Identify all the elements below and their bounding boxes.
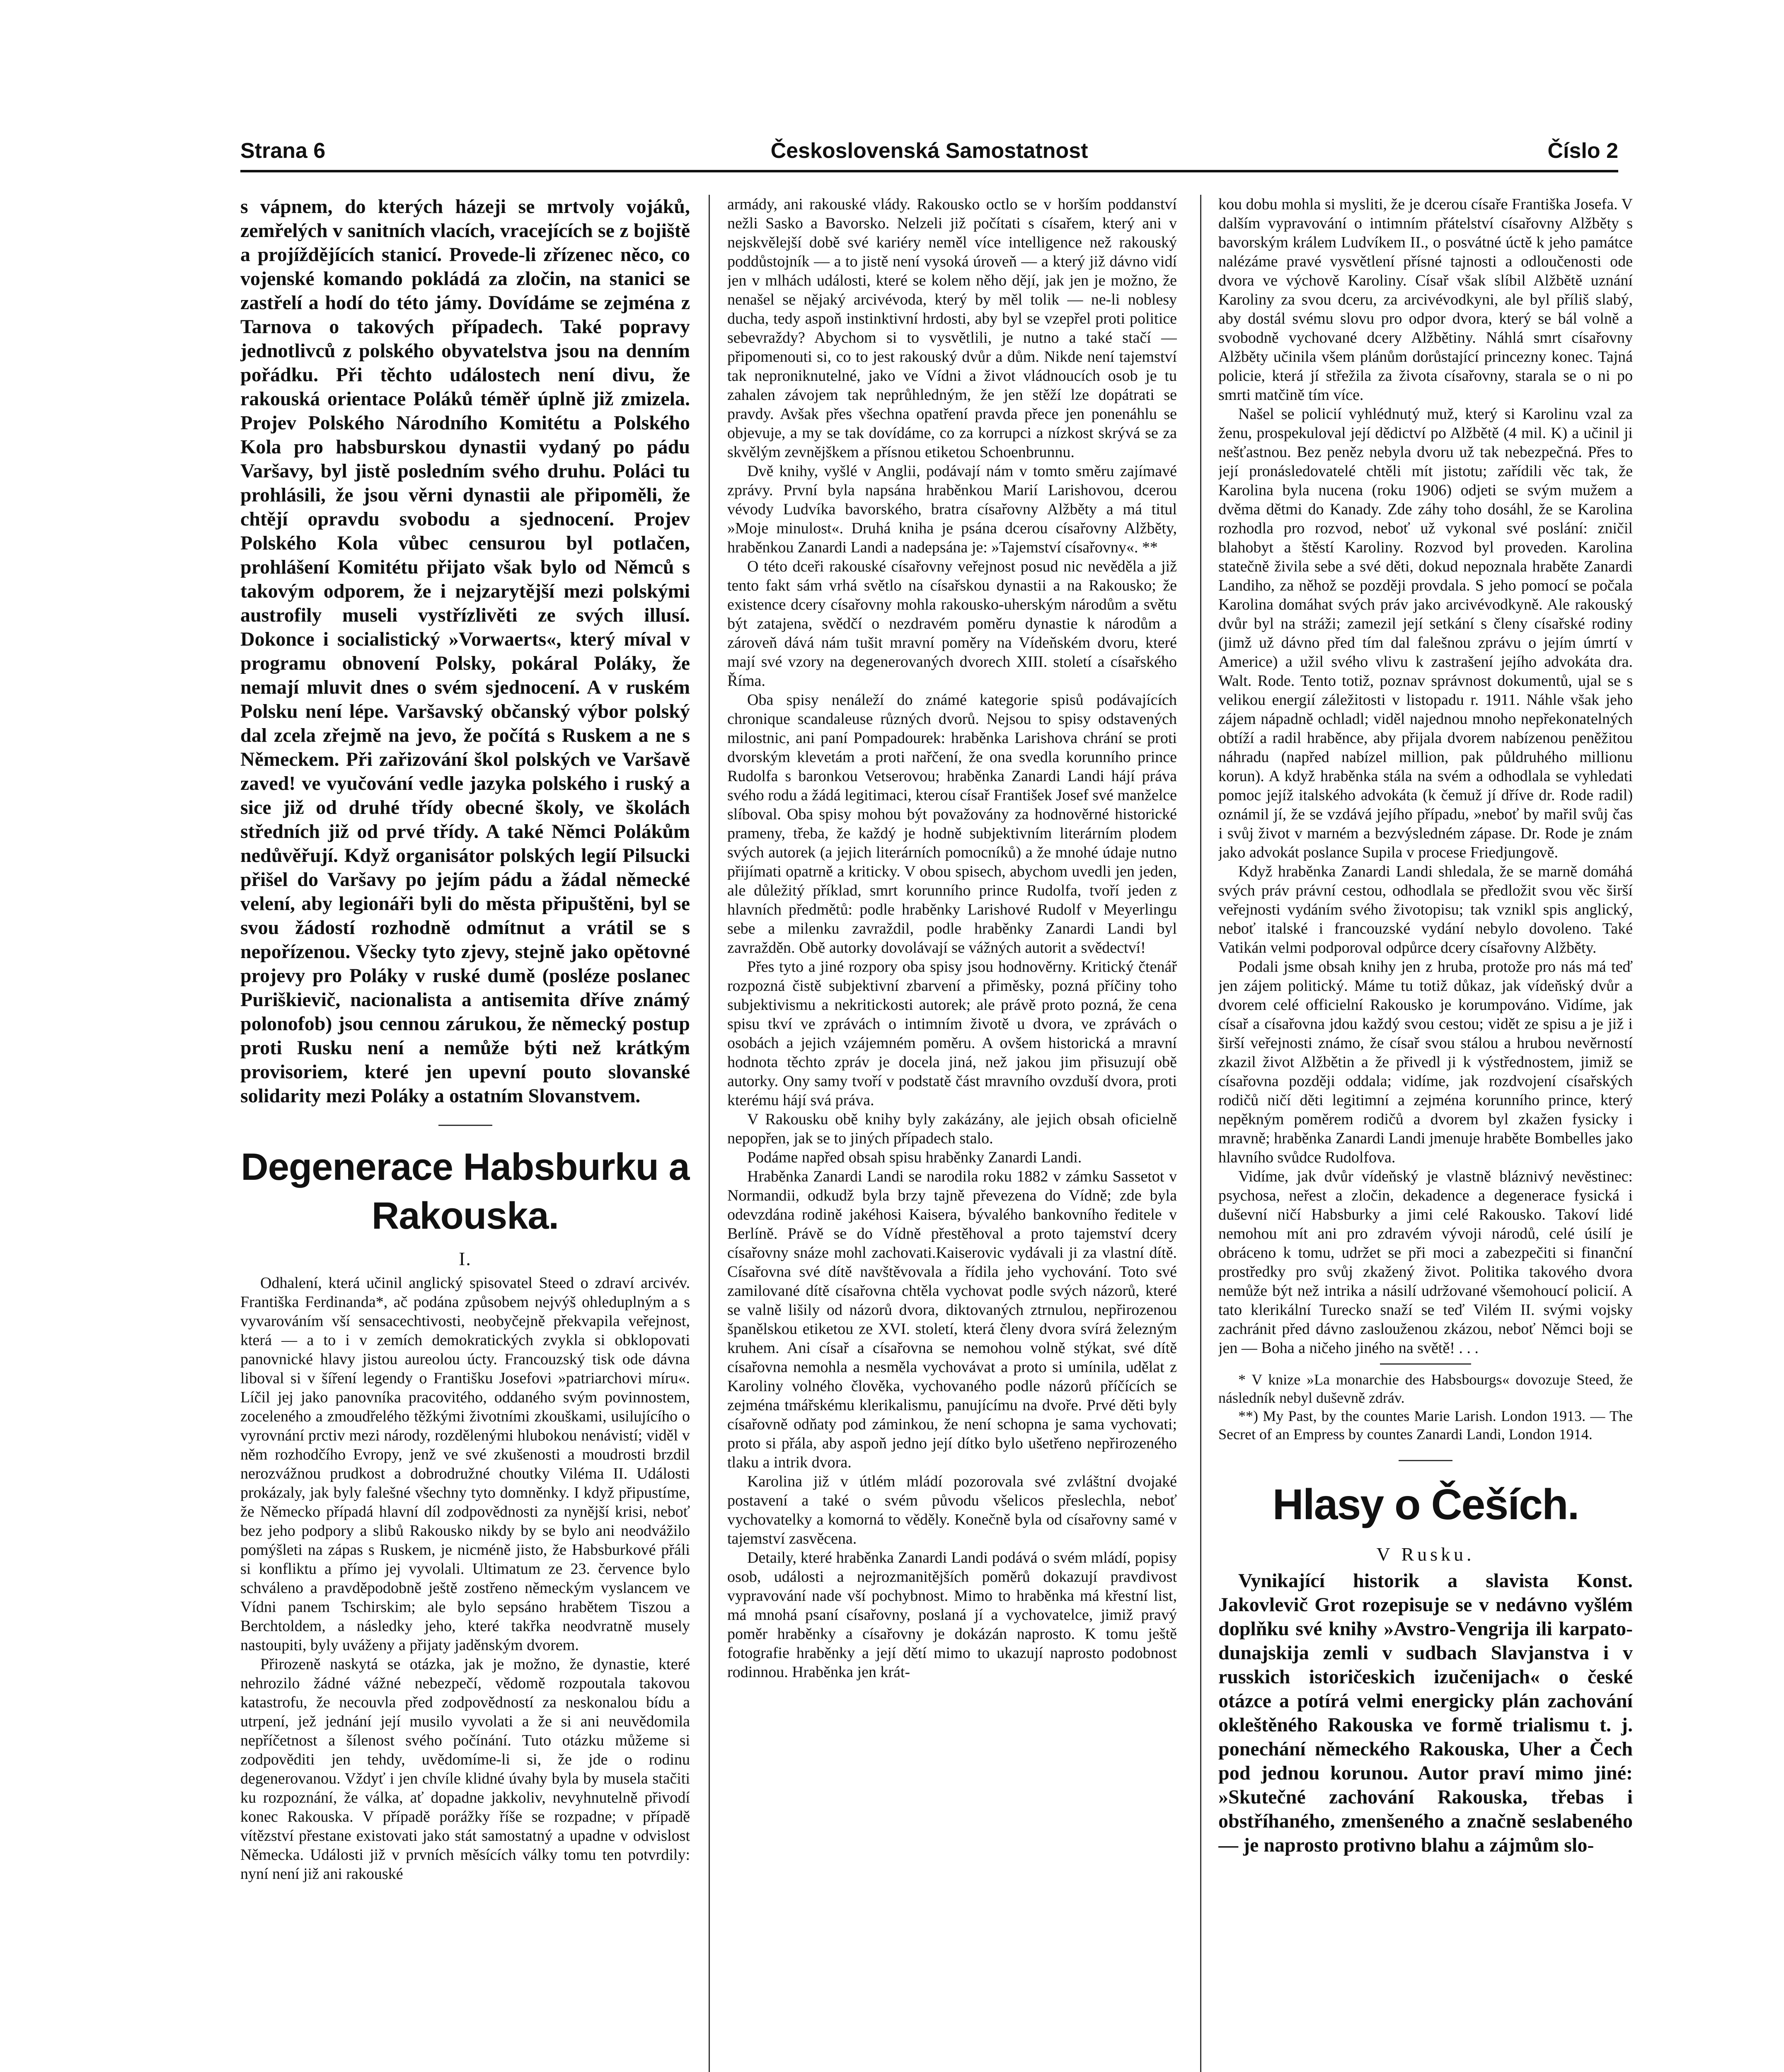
issue-number: Číslo 2 xyxy=(1547,139,1618,163)
footnote: * V knize »La monarchie des Habsbourgs« dovozuje Steed, že následník nebyl duševně zdráv. xyxy=(1218,1371,1633,1406)
section-separator xyxy=(438,1125,492,1126)
paragraph: Vidíme, jak dvůr vídeňský je vlastně bláznivý nevěstinec: psychosa, neřest a zločin, dekadence a degenerace fysická i duševní ničí Habsburky a jimi celé Rakousko. Takoví lidé nemohou mít ani pro zdravém vývoji národů, celé úsilí je obráceno k tomu, udržet se při moci a zabezpečiti si finanční prostředky pro svůj zkažený život. Politika takového dvora nemůže být než intrika a násilí udržované všemohoucí policií. A tato klerikální Turecko snaží se teď Vilém II. svými vojsky zachránit před dávno zaslouženou zkázou, neboť Němci boji se jen — Boha a ničeho jiného na světě! . . . xyxy=(1218,1168,1633,1357)
paragraph: Přirozeně naskytá se otázka, jak je možno, že dynastie, které nehrozilo žádné vážné nebezpečí, vědomě rozpoutala takovou katastrofu, že necouvla před zodpovědností za neskonalou bídu a utrpení, jež jednání její musilo vyvolati a že si ani neuvědomila nepříčetnost a šílenost svého počínání. Tuto otázku můžeme si zodpověditi jen tehdy, uvědomíme-li si, že jde o rodinu degenerovanou. Vždyť i jen chvíle klidné úvahy byla by musela stačiti ku rozpoznání, že válka, ať dopadne jakkoliv, nevyhnutelně přivodí konec Rakouska. V případě porážky říše se rozpadne; v případě vítězství přestane existovati jako stát samostatný a upadne v odvislost Německa. Události již v prvních měsících války tomu ten potvrdily: nyní není již ani rakouské xyxy=(240,1656,690,1883)
paragraph: Přes tyto a jiné rozpory oba spisy jsou hodnověrny. Kritický čtenář rozpozná čistě subjektivní zbarvení a přiměsky, pozná příčiny toho subjektivismu a nekritickosti autorek; ale právě proto pozná, že cena spisu tkví ve zprávách o intimním životě u dvora, ve zprávách o osobách a jejich vzájemném poměru. A ovšem historická a mravní hodnota těchto zpráv je docela jiná, než jakou jim přisuzují obě autorky. Ony samy tvoří v podstatě část mravního ovzduší dvora, proti kterému hájí svá práva. xyxy=(727,958,1177,1109)
paragraph: Oba spisy nenáleží do známé kategorie spisů podávajících chronique scandaleuse různých dvorů. Nejsou to spisy odstavených milostnic, ani paní Pompadourek: hraběnka Larishova chrání se proti dvorským klevetám a proti nařčení, že ona svedla korunního prince Rudolfa s baronkou Vetserovou; hraběnka Zanardi Landi hájí práva svého rodu a žádá legitimaci, kterou císař František Josef své manželce slíboval. Oba spisy mohou být považovány za hodnověrné historické prameny, třeba, že každý je hodně subjektivním literárním plodem svých autorek (a jejich literárních pomocníků) a že mnohé údaje nutno přijímati opatrně a kriticky. V obou spisech, abychom uvedli jen jeden, ale důležitý příklad, smrt korunního prince Rudolfa, tvoří jeden z hlavních předmětů: podle hraběnky Larishové Rudolf v Meyerlingu sebe a milenku zavraždil, podle hraběnky Zanardi Landi byl zavražděn. Obě autorky dovolávají se vážných autorit a svědectví! xyxy=(727,691,1177,956)
section-separator xyxy=(1399,1460,1452,1461)
section-number: I. xyxy=(459,1248,472,1269)
column-divider xyxy=(709,195,710,2072)
paragraph: Detaily, které hraběnka Zanardi Landi podává o svém mládí, popisy osob, události a nejrozmanitějších poměrů dokazují pravdivost vypravování nade vší pochybnost. Mimo to hraběnka má křestní list, má mnohá psaní císařovny, poslaná jí a vychovatelce, jimiž pravý poměr hraběnky a císařovny je dokázán naprosto. K tomu ještě fotografie hraběnky a její dětí mimo to ukazují naprosto podobnost rodinnou. Hraběnka jen krát- xyxy=(727,1549,1177,1681)
article-title-degenerace: Degenerace Habsburku a Rakouska. xyxy=(241,1146,690,1237)
page-header xyxy=(240,132,1618,172)
paragraph: kou dobu mohla si mysliti, že je dcerou císaře Františka Josefa. V dalším vypravování o intimním přátelství císařovny Alžběty s bavorským králem Ludvíkem II., o posvátné úctě k jeho památce nalézáme pravé vysvětlení přísné tajnosti a odloučenosti ode dvora ve výchově Karoliny. Císař však slíbil Alžbětě uznání Karoliny za svou dceru, za arcivévodkyni, ale byl příliš slabý, aby dostál svému slovu pro odpor dvora, který se bál volně a svobodně vychované dcery Alžbětiny. Náhlá smrt císařovny Alžběty učinila všem plánům dorůstající princezny konec. Tajná policie, která jí střežila za života císařovny, starala se o ni po smrti matčině tím více. xyxy=(1218,196,1633,404)
column-divider xyxy=(1200,195,1201,2072)
article-continuation: s vápnem, do kterých házeji se mrtvoly vojáků, zemřelých v sanitních vlacích, vracejících se z bojiště a projíždějících stanicí. Provede-li zřízenec něco, co vojenské komando pokládá za zločin, na stanici se zastřelí a hodí do této jámy. Dovídáme se zejména z Tarnova o takových případech. Také popravy jednotlivců z polského obyvatelstva jsou na denním pořádku. Při těchto událostech není divu, že rakouská orientace Poláků téměř úplně již zmizela. Projev Polského Národního Komitétu a Polského Kola pro habsburskou dynastii vydaný po pádu Varšavy, byl jistě posledním svého druhu. Poláci tu prohlásili, že jsou věrni dynastii ale připoměli, že chtějí opravdu svobodu a sjednocení. Projev Polského Kola vůbec censurou byl potlačen, prohlášení Komitétu přijato však bylo od Němců s takovým odporem, že i nejzarytější mezi polskými austrofily museli vystřízlivěti ze svých illusí. Dokonce i socialistický »Vorwaerts«, který míval v programu obnovení Polsky, pokáral Poláky, že nemají mluvit dnes o svém sjednocení. A v ruském Polsku není lépe. Varšavský občanský výbor polský dal zcela zřejmě na jevo, že počítá s Ruskem a ne s Německem. Při zařizování škol polských ve Varšavě zaved! ve vyučování vedle jazyka polského i ruský a sice již od druhé třídy obecné školy, ve školách středních již od prvé třídy. A také Němci Polákům nedůvěřují. Když organisátor polských legií Pilsucki přišel do Varšavy po jejím pádu a žádal německé velení, aby legionáři byli do města připuštěni, byl se svou žádostí rozhodně odmítnut a vrátil se s nepořízenou. Všecky tyto zjevy, stejně jako opětovné projevy pro Poláky v ruské dumě (posléze poslanec Puriškievič, nacionalista a antisemita dříve známý polonofob) jsou cennou zárukou, že německý postup proti Rusku není a nemůže býti než krátkým provisoriem, které jen upevní pouto slovanské solidarity mezi Poláky a ostatním Slovanstvem. xyxy=(240,196,690,1107)
paragraph: Když hraběnka Zanardi Landi shledala, že se marně domáhá svých práv právní cestou, odhodlala se předložit svou věc širší veřejnosti vydáním svého životopisu; tak vznikl spis anglický, neboť italské i francouzské vydání nebylo dovoleno. Také Vatikán velmi podporoval odpůrce dcery císařovny Alžběty. xyxy=(1218,863,1633,956)
paragraph: O této dceři rakouské císařovny veřejnost posud nic nevěděla a již tento fakt sám vrhá světlo na císařskou dynastii a na Rakousko; že existence dcery císařovny mohla rakousko-uherským národům a světu být zatajena, svědčí o nezdravém poměru dynastie k národům a zároveň dává nám tušit mravní poměry na Vídeňském dvoru, které mají své vzory na degenerovaných dvorech XIII. století a císařského Říma. xyxy=(727,558,1177,690)
paragraph: armády, ani rakouské vlády. Rakousko octlo se v horším poddanství nežli Sasko a Bavorsko. Nelzeli již počítati s císařem, který ani v nejskvělejší době své kariéry neměl více intelligence než rakouský poddůstojník — a to jistě není vysoká úroveň — a který již dávno vidí jen v mlhách události, které se kolem něho dějí, jak jen je možno, že nenašel se nějaký arcivévoda, který by měl tolik — ne-li noblesy ducha, tedy aspoň instinktivní hrdosti, aby byl se vzepřel proti politice sebevraždy? Abychom si to vysvětlili, je nutno a také stačí — připomenouti si, co to jest rakouský dvůr a dům. Nikde není tajemství tak neproniknutelné, jako ve Vídni a život vládnoucích osob je tu zahalen závojem tak neprůhledným, že jen stěží lze dopátrati se pravdy. Avšak přes všechna opatření pravda přece jen ponenáhlu se objevuje, a my se tak dovídáme, co za korrupci a nízkost skrývá se za skvělým zevnějškem a přísnou etiketou Schoenbrunnu. xyxy=(727,196,1177,461)
paragraph: Odhalení, která učinil anglický spisovatel Steed o zdraví arcivév. Františka Ferdinanda*, ač podána způsobem nejvýš ohleduplným a s vyvarováním vší sensacechtivosti, neobyčejně překvapila veřejnost, která — a to i v zemích demokratických zvykla si obklopovati panovnické hlavy jistou aureolou úcty. Francouzský tisk ode dávna liboval si v šíření legendy o Františku Josefovi »patriarchovi míru«. Líčil jej jako panovníka pracovitého, oddaného svým povinnostem, zoceleného a zmoudřelého těžkými životními zkouškami, usilujícího o vyrovnání prctiv mezi národy, rozdělenými hlubokou nenávistí; viděl v něm rozhodčího Evropy, jenž ve své zkušenosti a moudrosti brzdil nerozvážnou prudkost a dobrodružné choutky Viléma II. Události prokázaly, jak byly falešné všechny tyto domněnky. I když připustíme, že Německo případá hlavní díl zodpovědnosti za nynější krisi, neboť bez jeho podpory a slibů Rakousko nikdy by se bylo ani neodvážilo pomýšleti na zápas s Ruskem, je nicméně jisto, že Habsburkové přáli si konfliktu a přímo jej vyvolali. Ultimatum ze 23. července bylo schváleno a pravděpodobně ještě zostřeno německým vyslancem ve Vídni panem Tschirskim; ale bylo sepsáno hrabětem Tiszou a Berchtoldem, a následky jeho, které takřka neodvratně musely nastoupiti, byly uváženy a přijaty jaděnským dvorem. xyxy=(240,1274,690,1654)
column-3 xyxy=(1218,195,1633,2072)
article-title-hlasy: Hlasy o Češích. xyxy=(1272,1481,1579,1529)
paragraph: Dvě knihy, vyšlé v Anglii, podávají nám v tomto směru zajímavé zprávy. První byla napsána hraběnkou Marií Larishovou, dcerou vévody Ludvíka bavorského, bratra císařovny Alžběty a má titul »Moje minulost«. Druhá kniha je psána dcerou císařovny Alžběty, hraběnkou Zanardi Landi a nadepsána je: »Tajemství císařovny«. ** xyxy=(727,462,1177,556)
column-1 xyxy=(240,195,690,2072)
footnote-separator xyxy=(1380,1363,1471,1365)
paragraph: Karolina již v útlém mládí pozorovala své zvláštní dvojaké postavení a také o svém původu všelicos přeslechla, neboť vychovatelky a komorná to věděly. Konečně byla od císařovny samé v tajemství zasvěcena. xyxy=(727,1473,1177,1547)
footnote: **) My Past, by the countes Marie Larish. London 1913. — The Secret of an Empress by countes Zanardi Landi, London 1914. xyxy=(1218,1408,1633,1443)
page-number: Strana 6 xyxy=(240,139,326,163)
paragraph: Vynikající historik a slavista Konst. Jakovlevič Grot rozepisuje se v nedávno vyšlém doplňku své knihy »Avstro-Vengrija ili karpato-dunajskija zemli v sudbach Slavjanstva i v russkich istoričeskich izučenijach« o české otázce a potírá velmi energicky plán zachování okleštěného Rakouska ve formě trialismu t. j. ponechání německého Rakouska, Uher a Čech pod jednou korunou. Autor praví mimo jiné: »Skutečné zachování Rakouska, třebas i obstříhaného, zmenšeného a značně seslabeného — je naprosto protivno blahu a zájmům slo- xyxy=(1218,1570,1633,1856)
paragraph: Podáme napřed obsah spisu hraběnky Zanardi Landi. xyxy=(747,1149,1082,1166)
column-2 xyxy=(727,195,1177,2072)
paragraph: V Rakousku obě knihy byly zakázány, ale jejich obsah oficielně nepopřen, jak se to jiných případech stalo. xyxy=(727,1111,1177,1147)
paragraph: Hraběnka Zanardi Landi se narodila roku 1882 v zámku Sassetot v Normandii, odkudž byla brzy tajně převezena do Vídně; zde byla odevzdána rodině jakéhosi Kaisera, bývalého bankovního ředitele v Berlíně. Právě se do Vídně přestěhoval a proto tajemství dcery císařovny snáze mohl zachovati.Kaiserovic vydávali ji za vlastní dítě. Císařovna své dítě navštěvovala a řídila jeho vychování. Toto své zamilované dítě císařovna chtěla vychovat podle svých názorů, které se valně lišily od názorů dvora, diktovaných ztrnulou, nepřirozenou španělskou etiketou ze XVI. století, která členy dvora svírá železným kruhem. Ani císař a císařovna se nemohou volně stýkat, své dítě císařovna nemohla a nesměla vychovávat a proto si umínila, udělat z Karoliny volného člověka, vychovaného podle názorů příčících se zejména tmářskému klerikalismu, panujícímu na dvoře. Prvé děti byly císařovně odňaty pod záminkou, že není schopna je sama vychovati; proto si přála, aby aspoň jedno její dítko bylo ušetřeno nepřirozeného tlaku a intrik dvora. xyxy=(727,1168,1177,1471)
paragraph: Našel se policií vyhlédnutý muž, který si Karolinu vzal za ženu, prospekuloval její dědictví po Alžbětě (4 mil. K) a učinil ji nešťastnou. Bez peněz nebyla dvoru už tak nebezpečná. Přes to její pronásledovatelé chtěli mít jistotu; zařídili věc tak, že Karolina byla nucena (roku 1906) odjeti se svým mužem a dvěma dětmi do Kanady. Zde záhy toho dosáhl, že se Karolina rozhodla pro rozvod, neboť už vykonal své poslání: zničil blahobyt a štěstí Karoliny. Rozvod byl proveden. Karolina statečně živila sebe a své děti, dokud nepoznala hraběte Zanardi Landiho, za něhož se později provdala. S jeho pomocí se počala Karolina domáhat svých práv jako arcivévodkyně. Ale rakouský dvůr byl na stráži; zamezil její setkání s členy císařské rodiny (jimž už dávno před tím dal falešnou zprávu o jejím úmrtí v Americe) a užil svého vlivu k zastrašení jejího advokáta dra. Walt. Rode. Tento totiž, poznav správnost dokumentů, ujal se s velikou energií záležitosti v listopadu r. 1911. Náhle však jeho zájem nápadně ochladl; viděl najednou mnoho nepřekonatelných obtíží a radil hraběnce, aby přijala dvorem nabízenou peněžitou náhradu (napřed nabízel million, pak půldruhého millionu korun). A když hraběnka stála na svém a odhodlala se vyhledati pomoc jejíž italského advokáta (k čemuž jí dříve dr. Rode radil) oznámil jí, že se vzdává jejího případu, »neboť by mařil svůj čas i svůj život v marném a bezvýsledném zápase. Dr. Rode je znám jako advokát poslance Supila v procese Friedjungově. xyxy=(1218,405,1633,861)
article-subtitle: V Rusku. xyxy=(1376,1544,1475,1565)
newspaper-title: Československá Samostatnost xyxy=(770,139,1088,163)
paragraph: Podali jsme obsah knihy jen z hruba, protože pro nás má teď jen zájem politický. Máme tu totiž důkaz, jak vídeňský dvůr a dvorem celé officielní Rakousko je korumpováno. Vidíme, jak císař a císařovna jdou každý svou cestou; vidět ze spisu a je již i širší veřejnosti známo, že císař svou stálou a hrubou nevěrností zkazil život Alžbětin a že přivedl ji k výstřednostem, jimiž se císařovna později oddala; vidíme, jak rozdvojení císařských rodičů ničí děti legitimní a zejména korunního prince, který nepěkným poměrem rodičů a dvorem byl zkažen fysicky i mravně; hraběnka Zanardi Landi jmenuje hraběte Bombelles jako hlavního svůdce Rudolfova. xyxy=(1218,958,1633,1166)
